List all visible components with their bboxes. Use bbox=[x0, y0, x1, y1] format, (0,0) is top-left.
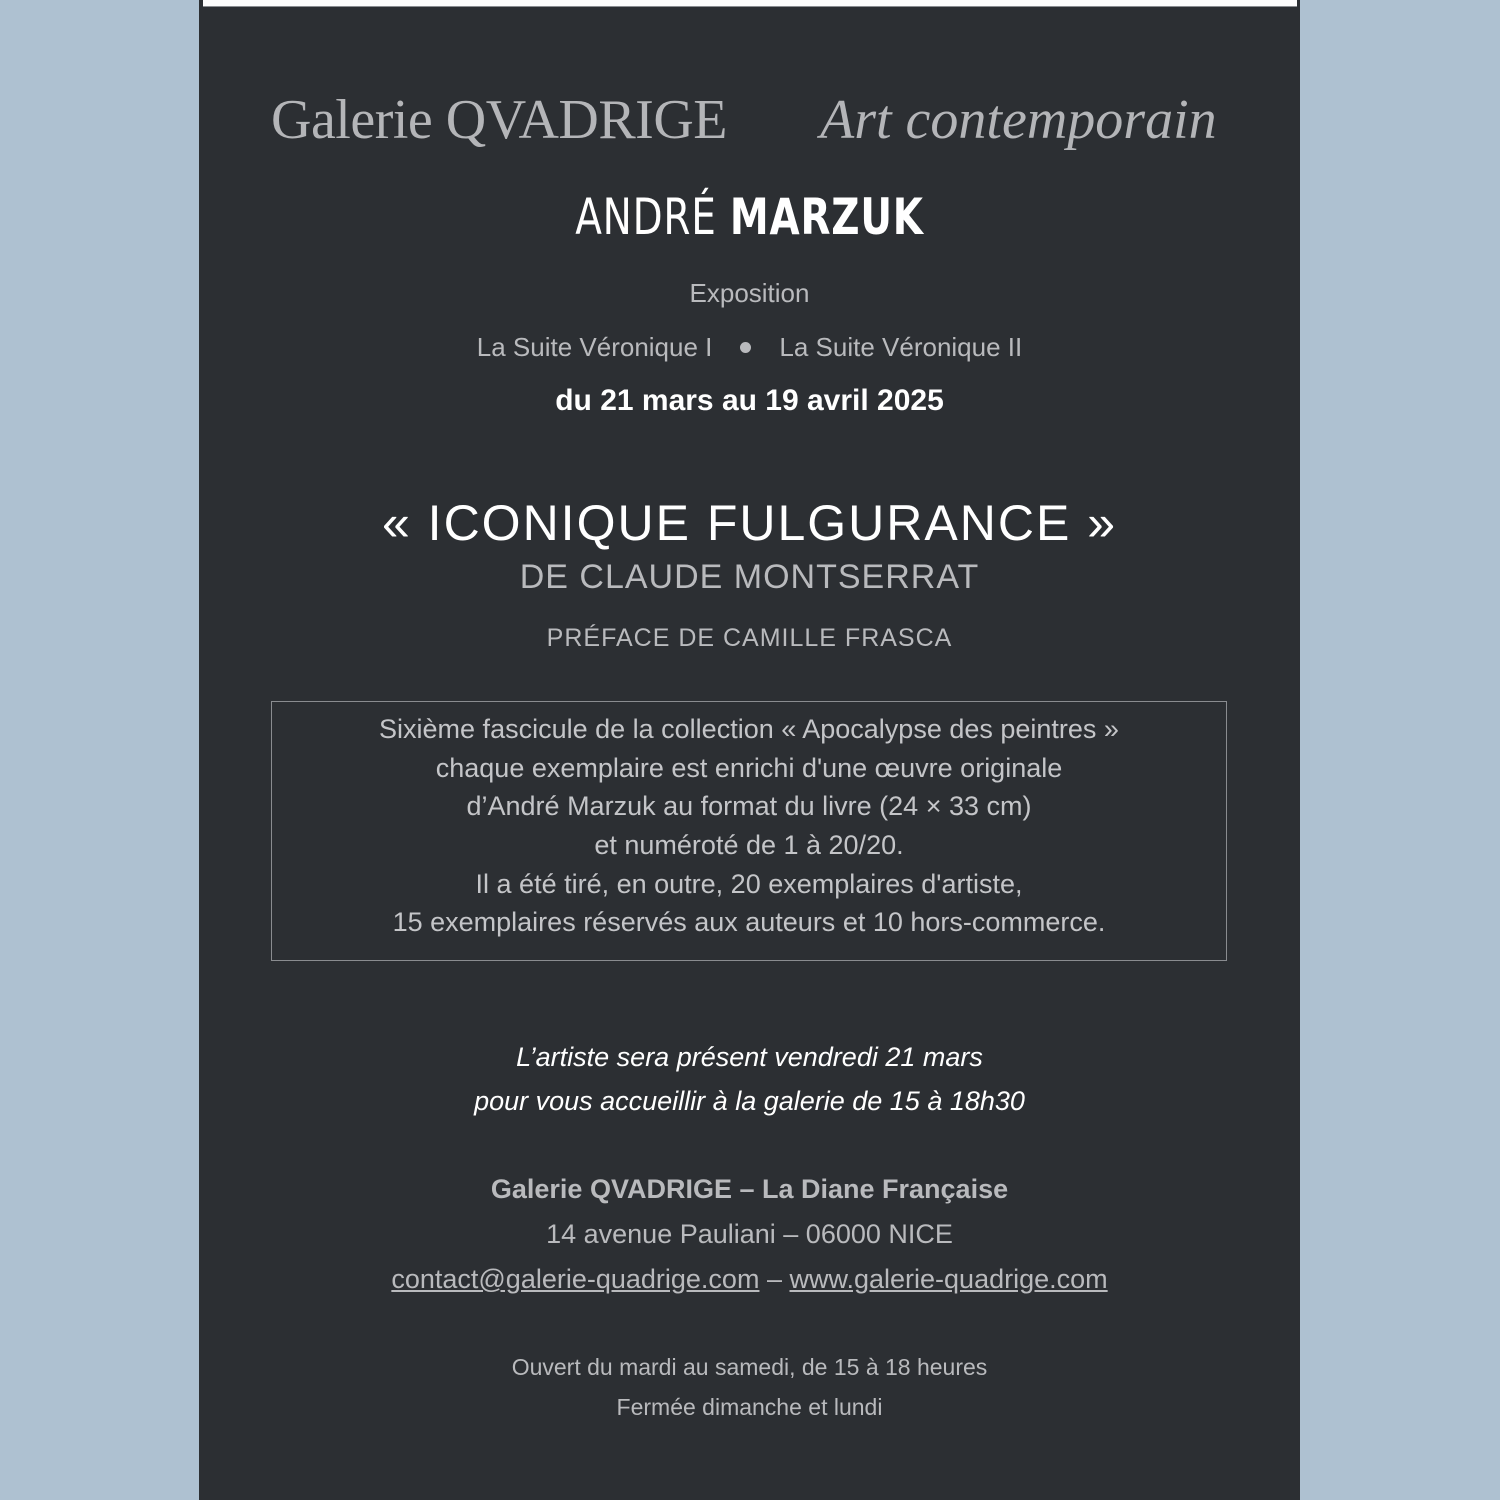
edition-line: Sixième fascicule de la collection « Apocalypse des peintres » bbox=[379, 714, 1119, 744]
artist-presence-line-2: pour vous accueillir à la galerie de 15 à 18h30 bbox=[474, 1086, 1025, 1116]
links-separator: – bbox=[759, 1264, 790, 1294]
edition-line: d’André Marzuk au format du livre (24 × 33 cm) bbox=[466, 791, 1032, 821]
suite-2: La Suite Véronique II bbox=[779, 332, 1023, 362]
exhibition-label: Exposition bbox=[689, 278, 810, 308]
opening-hours: Ouvert du mardi au samedi, de 15 à 18 heures bbox=[511, 1354, 988, 1380]
artist-first-name: ANDRÉ bbox=[575, 188, 717, 246]
artist-last-name: MARZUK bbox=[729, 188, 924, 246]
edition-line: 15 exemplaires réservés aux auteurs et 10 hors-commerce. bbox=[392, 907, 1106, 937]
book-title: « ICONIQUE FULGURANCE » bbox=[381, 495, 1117, 551]
edition-info-box bbox=[271, 701, 1227, 961]
edition-line: et numéroté de 1 à 20/20. bbox=[594, 830, 904, 860]
book-author: DE CLAUDE MONTSERRAT bbox=[519, 558, 980, 596]
exhibition-dates: du 21 mars au 19 avril 2025 bbox=[555, 384, 944, 417]
bullet-dot-icon bbox=[740, 342, 751, 353]
artist-name bbox=[320, 188, 1179, 246]
email-link[interactable]: contact@galerie-quadrige.com bbox=[391, 1264, 760, 1294]
artist-presence-line-1: L’artiste sera présent vendredi 21 mars bbox=[516, 1042, 983, 1072]
closed-days: Fermée dimanche et lundi bbox=[616, 1394, 883, 1420]
top-white-strip bbox=[203, 0, 1297, 7]
gallery-name: Galerie QVADRIGE bbox=[271, 89, 727, 151]
website-link[interactable]: www.galerie-quadrige.com bbox=[789, 1264, 1108, 1294]
suite-1: La Suite Véronique I bbox=[476, 332, 713, 362]
address-street: 14 avenue Pauliani – 06000 NICE bbox=[546, 1219, 953, 1249]
book-preface: PRÉFACE DE CAMILLE FRASCA bbox=[546, 624, 953, 652]
gallery-tagline: Art contemporain bbox=[820, 89, 1217, 151]
edition-line: chaque exemplaire est enrichi d'une œuvre originale bbox=[435, 753, 1063, 783]
address-title: Galerie QVADRIGE – La Diane Française bbox=[490, 1174, 1009, 1204]
contact-links bbox=[199, 1264, 1300, 1295]
edition-line: Il a été tiré, en outre, 20 exemplaires d'artiste, bbox=[475, 869, 1023, 899]
exhibition-suites bbox=[199, 332, 1300, 363]
